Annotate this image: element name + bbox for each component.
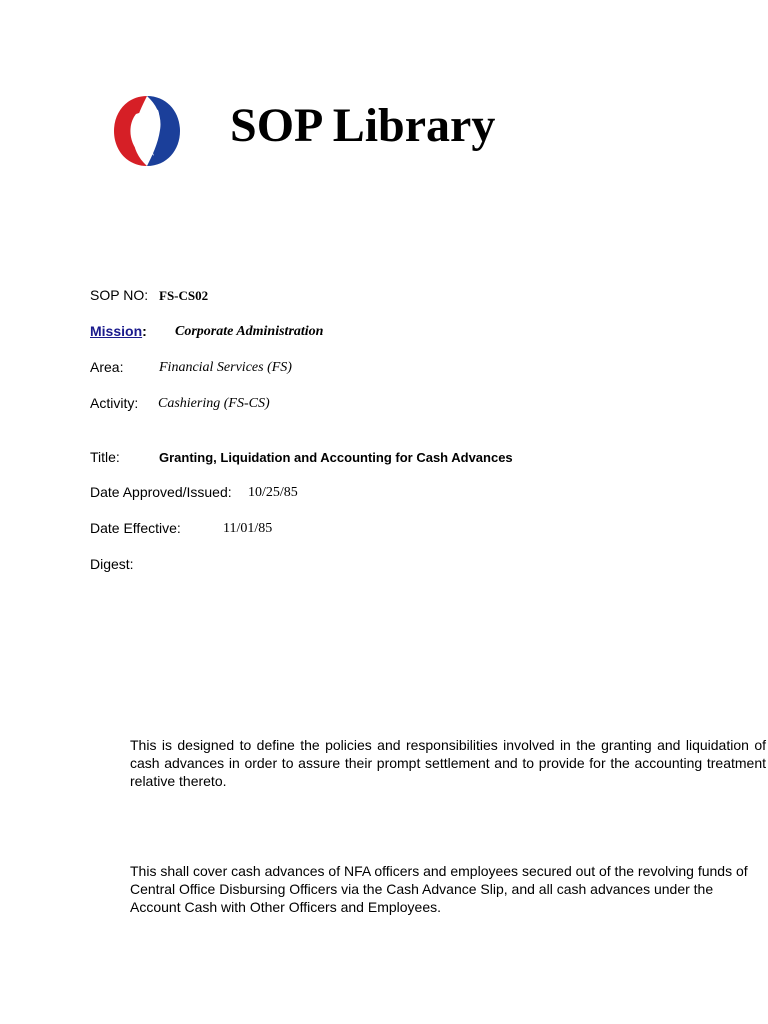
sop-library-logo-icon <box>112 94 182 168</box>
activity-value: Cashiering (FS-CS) <box>158 396 270 411</box>
date-effective-label: Date Effective: <box>90 520 181 536</box>
mission-separator: : <box>142 323 147 339</box>
mission-value: Corporate Administration <box>175 324 324 339</box>
title-value: Granting, Liquidation and Accounting for Cash Advances <box>159 450 513 465</box>
digest-paragraph-2: This shall cover cash advances of NFA officers and employees secured out of the revolving funds of Central Office Disbursing Officers via the Cash Advance Slip, and all cash advances under the Account Cash with Other Officers and Employees. <box>130 863 748 915</box>
area-label: Area: <box>90 359 124 375</box>
sop-no-value: FS-CS02 <box>159 288 209 303</box>
digest-label: Digest: <box>90 556 134 572</box>
activity-label: Activity: <box>90 395 139 411</box>
page-title: SOP Library <box>230 99 496 152</box>
sop-no-label: SOP NO: <box>90 287 149 303</box>
mission-link[interactable]: Mission <box>90 323 143 339</box>
area-value: Financial Services (FS) <box>159 360 292 375</box>
date-approved-label: Date Approved/Issued: <box>90 484 232 500</box>
mission-label <box>90 322 147 340</box>
digest-paragraph-1: This is designed to define the policies and responsibilities involved in the granting and liquidation of cash advances in order to assure their prompt settlement and to provide for the accounting treatment relative thereto. <box>130 737 766 789</box>
date-effective-value: 11/01/85 <box>223 521 273 536</box>
date-approved-value: 10/25/85 <box>248 485 298 500</box>
title-label: Title: <box>90 449 120 465</box>
